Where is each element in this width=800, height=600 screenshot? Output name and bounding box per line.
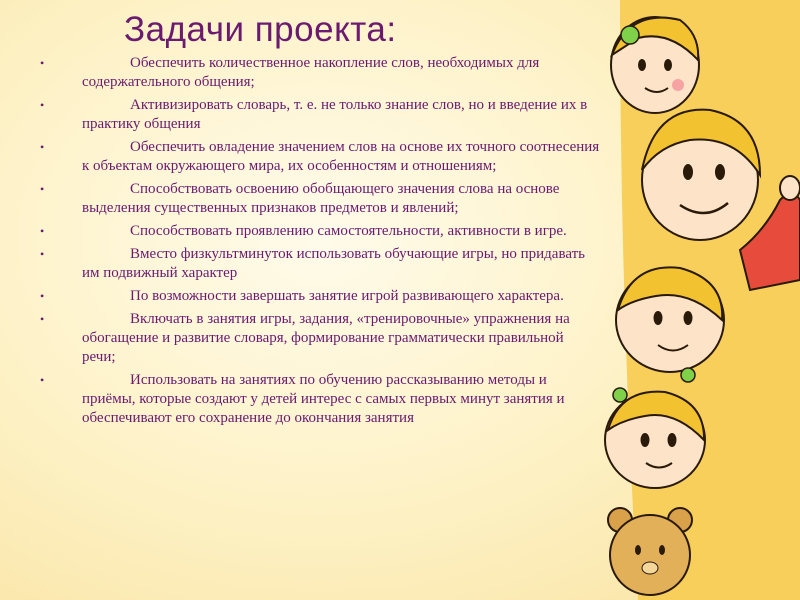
task-text: Использовать на занятиях по обучению рассказыванию методы и приёмы, которые создают у детей интерес с самых первых минут занятия и обеспечивают его сохранение до окончания занятия	[82, 372, 565, 426]
bullet-icon: •	[40, 289, 45, 303]
list-item	[40, 310, 600, 367]
bullet-icon: •	[40, 224, 45, 238]
girl-face-bottom	[605, 388, 705, 488]
list-item	[40, 222, 600, 241]
bullet-icon: •	[40, 56, 45, 70]
list-item	[40, 245, 600, 283]
task-text: Обеспечить овладение значением слов на основе их точного соотнесения к объектам окружающего мира, их особенностям и отношениям;	[82, 139, 600, 174]
task-text: Способствовать проявлению самостоятельности, активности в игре.	[130, 223, 567, 239]
peeking-children-illustration	[560, 0, 800, 600]
bullet-icon: •	[40, 312, 45, 326]
list-item	[40, 54, 600, 92]
bullet-icon: •	[40, 247, 45, 261]
bullet-icon: •	[40, 98, 45, 112]
task-text: Вместо физкультминуток использовать обучающие игры, но придавать им подвижный характер	[82, 246, 585, 281]
teddy-bear	[608, 508, 692, 595]
list-item	[40, 371, 600, 428]
list-item	[40, 96, 600, 134]
task-text: Активизировать словарь, т. е. не только знание слов, но и введение их в практику общения	[82, 97, 588, 132]
bullet-icon: •	[40, 182, 45, 196]
task-text: Включать в занятия игры, задания, «тренировочные» упражнения на обогащение и развитие словаря, формирование грамматически правильной речи;	[82, 311, 570, 365]
list-item	[40, 138, 600, 176]
list-item	[40, 287, 600, 306]
task-text: Способствовать освоению обобщающего значения слова на основе выделения существенных признаков предметов и явлений;	[82, 181, 560, 216]
list-item	[40, 180, 600, 218]
slide-title: Задачи проекта:	[124, 10, 397, 49]
bullet-icon: •	[40, 140, 45, 154]
girl-face-top	[611, 17, 699, 113]
task-list	[40, 54, 600, 432]
bullet-icon: •	[40, 373, 45, 387]
task-text: По возможности завершать занятие игрой развивающего характера.	[130, 288, 564, 304]
task-text: Обеспечить количественное накопление слов, необходимых для содержательного общения;	[82, 55, 540, 90]
